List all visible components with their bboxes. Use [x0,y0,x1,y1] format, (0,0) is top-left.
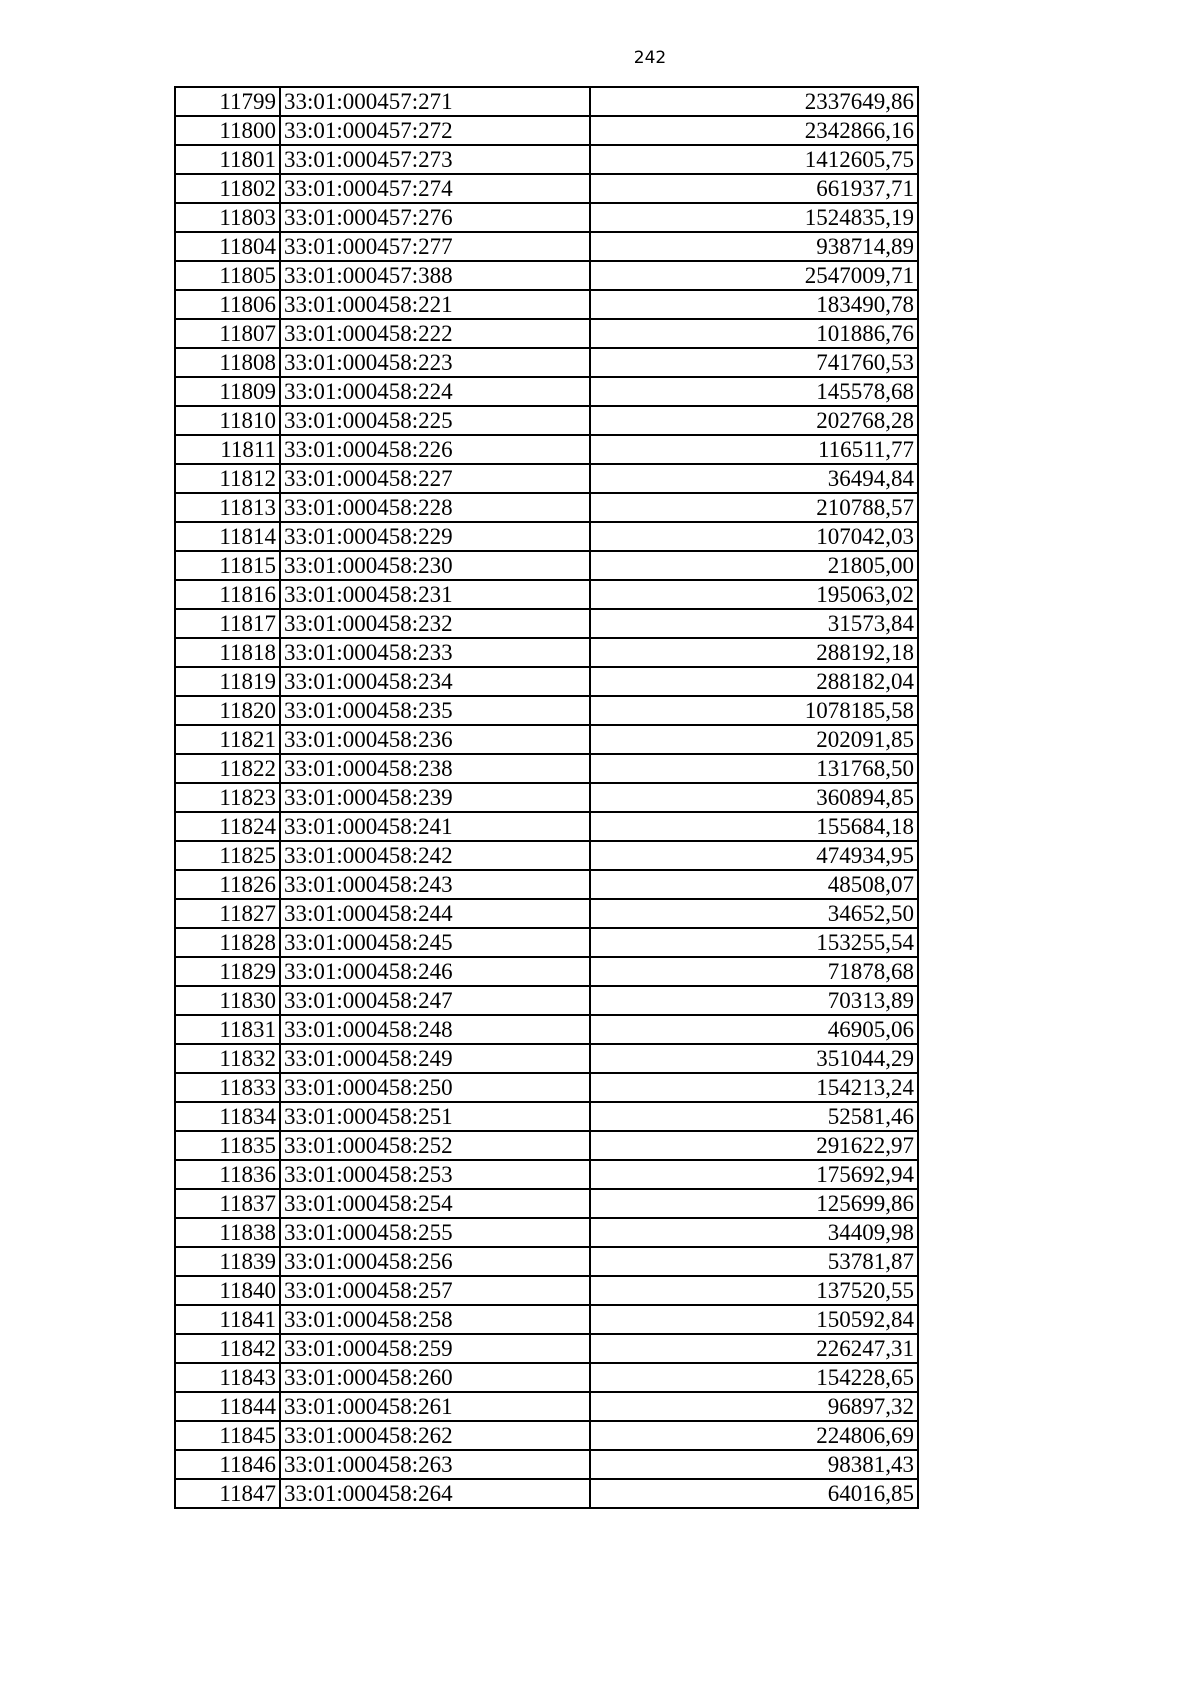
table-row [175,725,918,754]
value-cell: 741760,53 [590,348,918,377]
row-number-cell: 11817 [175,609,280,638]
cadastral-number-cell: 33:01:000457:277 [280,232,590,261]
value-cell: 2342866,16 [590,116,918,145]
value-cell: 210788,57 [590,493,918,522]
value-cell: 36494,84 [590,464,918,493]
table-row [175,232,918,261]
value-cell: 154228,65 [590,1363,918,1392]
cadastral-number-cell: 33:01:000458:256 [280,1247,590,1276]
table-row [175,145,918,174]
cadastral-number-cell: 33:01:000458:264 [280,1479,590,1508]
cadastral-number-cell: 33:01:000458:251 [280,1102,590,1131]
value-cell: 202768,28 [590,406,918,435]
row-number-cell: 11806 [175,290,280,319]
value-cell: 150592,84 [590,1305,918,1334]
cadastral-number-cell: 33:01:000458:234 [280,667,590,696]
table-row [175,174,918,203]
cadastral-number-cell: 33:01:000458:236 [280,725,590,754]
value-cell: 1412605,75 [590,145,918,174]
cadastral-number-cell: 33:01:000458:222 [280,319,590,348]
cadastral-number-cell: 33:01:000458:252 [280,1131,590,1160]
value-cell: 351044,29 [590,1044,918,1073]
cadastral-number-cell: 33:01:000458:258 [280,1305,590,1334]
table-row [175,1276,918,1305]
table-row [175,870,918,899]
row-number-cell: 11831 [175,1015,280,1044]
row-number-cell: 11816 [175,580,280,609]
cadastral-number-cell: 33:01:000458:221 [280,290,590,319]
value-cell: 183490,78 [590,290,918,319]
table-row [175,551,918,580]
row-number-cell: 11838 [175,1218,280,1247]
row-number-cell: 11842 [175,1334,280,1363]
cadastral-number-cell: 33:01:000458:228 [280,493,590,522]
row-number-cell: 11829 [175,957,280,986]
cadastral-number-cell: 33:01:000458:229 [280,522,590,551]
cadastral-number-cell: 33:01:000458:245 [280,928,590,957]
table-row [175,1247,918,1276]
cadastral-number-cell: 33:01:000458:247 [280,986,590,1015]
cadastral-number-cell: 33:01:000458:259 [280,1334,590,1363]
value-cell: 71878,68 [590,957,918,986]
row-number-cell: 11837 [175,1189,280,1218]
table-row [175,1421,918,1450]
table-body [175,87,918,1508]
table-row [175,290,918,319]
table-row [175,435,918,464]
table-row [175,261,918,290]
value-cell: 34652,50 [590,899,918,928]
row-number-cell: 11800 [175,116,280,145]
row-number-cell: 11832 [175,1044,280,1073]
row-number-cell: 11841 [175,1305,280,1334]
value-cell: 131768,50 [590,754,918,783]
value-cell: 46905,06 [590,1015,918,1044]
value-cell: 53781,87 [590,1247,918,1276]
table-row [175,348,918,377]
value-cell: 137520,55 [590,1276,918,1305]
cadastral-number-cell: 33:01:000458:262 [280,1421,590,1450]
table-row [175,1363,918,1392]
table-row [175,1131,918,1160]
value-cell: 52581,46 [590,1102,918,1131]
cadastral-number-cell: 33:01:000458:248 [280,1015,590,1044]
table-row [175,1305,918,1334]
value-cell: 195063,02 [590,580,918,609]
cadastral-number-cell: 33:01:000458:241 [280,812,590,841]
value-cell: 107042,03 [590,522,918,551]
cadastral-number-cell: 33:01:000458:250 [280,1073,590,1102]
cadastral-number-cell: 33:01:000458:225 [280,406,590,435]
table-row [175,667,918,696]
value-cell: 125699,86 [590,1189,918,1218]
cadastral-number-cell: 33:01:000458:263 [280,1450,590,1479]
table-row [175,957,918,986]
table-row [175,1392,918,1421]
value-cell: 175692,94 [590,1160,918,1189]
table-row [175,696,918,725]
row-number-cell: 11807 [175,319,280,348]
table-row [175,116,918,145]
cadastral-number-cell: 33:01:000458:261 [280,1392,590,1421]
table-row [175,1044,918,1073]
table-row [175,1218,918,1247]
cadastral-number-cell: 33:01:000458:235 [280,696,590,725]
cadastral-number-cell: 33:01:000458:227 [280,464,590,493]
value-cell: 31573,84 [590,609,918,638]
value-cell: 291622,97 [590,1131,918,1160]
cadastral-number-cell: 33:01:000458:254 [280,1189,590,1218]
value-cell: 288182,04 [590,667,918,696]
row-number-cell: 11811 [175,435,280,464]
row-number-cell: 11804 [175,232,280,261]
value-cell: 661937,71 [590,174,918,203]
cadastral-number-cell: 33:01:000458:233 [280,638,590,667]
table-row [175,899,918,928]
row-number-cell: 11808 [175,348,280,377]
row-number-cell: 11839 [175,1247,280,1276]
row-number-cell: 11824 [175,812,280,841]
cadastral-number-cell: 33:01:000457:273 [280,145,590,174]
row-number-cell: 11818 [175,638,280,667]
value-cell: 1524835,19 [590,203,918,232]
value-cell: 2547009,71 [590,261,918,290]
cadastral-number-cell: 33:01:000458:231 [280,580,590,609]
page-number: 242 [633,48,667,68]
value-cell: 70313,89 [590,986,918,1015]
row-number-cell: 11801 [175,145,280,174]
value-cell: 153255,54 [590,928,918,957]
table-row [175,580,918,609]
cadastral-number-cell: 33:01:000458:230 [280,551,590,580]
row-number-cell: 11827 [175,899,280,928]
table-row [175,522,918,551]
table-row [175,1015,918,1044]
value-cell: 224806,69 [590,1421,918,1450]
row-number-cell: 11828 [175,928,280,957]
value-cell: 154213,24 [590,1073,918,1102]
cadastral-number-cell: 33:01:000457:276 [280,203,590,232]
cadastral-number-cell: 33:01:000457:274 [280,174,590,203]
row-number-cell: 11812 [175,464,280,493]
row-number-cell: 11845 [175,1421,280,1450]
value-cell: 938714,89 [590,232,918,261]
cadastral-value-table [174,86,919,1509]
table-row [175,464,918,493]
cadastral-number-cell: 33:01:000457:272 [280,116,590,145]
cadastral-number-cell: 33:01:000458:239 [280,783,590,812]
value-cell: 21805,00 [590,551,918,580]
table-row [175,1102,918,1131]
row-number-cell: 11799 [175,87,280,116]
value-cell: 155684,18 [590,812,918,841]
row-number-cell: 11814 [175,522,280,551]
table-row [175,1073,918,1102]
cadastral-number-cell: 33:01:000458:223 [280,348,590,377]
table-row [175,406,918,435]
row-number-cell: 11840 [175,1276,280,1305]
cadastral-number-cell: 33:01:000458:243 [280,870,590,899]
row-number-cell: 11847 [175,1479,280,1508]
row-number-cell: 11844 [175,1392,280,1421]
row-number-cell: 11822 [175,754,280,783]
value-cell: 34409,98 [590,1218,918,1247]
table-row [175,493,918,522]
table-row [175,203,918,232]
table-row [175,812,918,841]
value-cell: 1078185,58 [590,696,918,725]
row-number-cell: 11805 [175,261,280,290]
table-row [175,783,918,812]
value-cell: 48508,07 [590,870,918,899]
value-cell: 101886,76 [590,319,918,348]
cadastral-number-cell: 33:01:000458:246 [280,957,590,986]
cadastral-number-cell: 33:01:000458:253 [280,1160,590,1189]
table-row [175,609,918,638]
row-number-cell: 11843 [175,1363,280,1392]
row-number-cell: 11825 [175,841,280,870]
row-number-cell: 11835 [175,1131,280,1160]
row-number-cell: 11830 [175,986,280,1015]
cadastral-number-cell: 33:01:000458:242 [280,841,590,870]
row-number-cell: 11823 [175,783,280,812]
table-row [175,986,918,1015]
value-cell: 98381,43 [590,1450,918,1479]
value-cell: 288192,18 [590,638,918,667]
row-number-cell: 11834 [175,1102,280,1131]
cadastral-number-cell: 33:01:000458:226 [280,435,590,464]
table-row [175,319,918,348]
row-number-cell: 11803 [175,203,280,232]
value-cell: 226247,31 [590,1334,918,1363]
cadastral-number-cell: 33:01:000457:271 [280,87,590,116]
row-number-cell: 11802 [175,174,280,203]
row-number-cell: 11819 [175,667,280,696]
value-cell: 2337649,86 [590,87,918,116]
table-row [175,841,918,870]
table-row [175,87,918,116]
cadastral-number-cell: 33:01:000458:224 [280,377,590,406]
table-row [175,638,918,667]
cadastral-number-cell: 33:01:000458:244 [280,899,590,928]
row-number-cell: 11826 [175,870,280,899]
row-number-cell: 11809 [175,377,280,406]
table-row [175,1160,918,1189]
row-number-cell: 11813 [175,493,280,522]
table-row [175,928,918,957]
table-row [175,1450,918,1479]
table-row [175,377,918,406]
row-number-cell: 11810 [175,406,280,435]
row-number-cell: 11820 [175,696,280,725]
cadastral-number-cell: 33:01:000458:232 [280,609,590,638]
row-number-cell: 11836 [175,1160,280,1189]
table-row [175,1189,918,1218]
cadastral-number-cell: 33:01:000458:260 [280,1363,590,1392]
row-number-cell: 11821 [175,725,280,754]
value-cell: 360894,85 [590,783,918,812]
value-cell: 96897,32 [590,1392,918,1421]
cadastral-number-cell: 33:01:000458:257 [280,1276,590,1305]
cadastral-number-cell: 33:01:000458:249 [280,1044,590,1073]
value-cell: 145578,68 [590,377,918,406]
table-row [175,1334,918,1363]
value-cell: 116511,77 [590,435,918,464]
cadastral-number-cell: 33:01:000458:238 [280,754,590,783]
row-number-cell: 11846 [175,1450,280,1479]
row-number-cell: 11833 [175,1073,280,1102]
value-cell: 474934,95 [590,841,918,870]
cadastral-number-cell: 33:01:000458:255 [280,1218,590,1247]
value-cell: 202091,85 [590,725,918,754]
table-row [175,754,918,783]
row-number-cell: 11815 [175,551,280,580]
table-row [175,1479,918,1508]
value-cell: 64016,85 [590,1479,918,1508]
cadastral-number-cell: 33:01:000457:388 [280,261,590,290]
